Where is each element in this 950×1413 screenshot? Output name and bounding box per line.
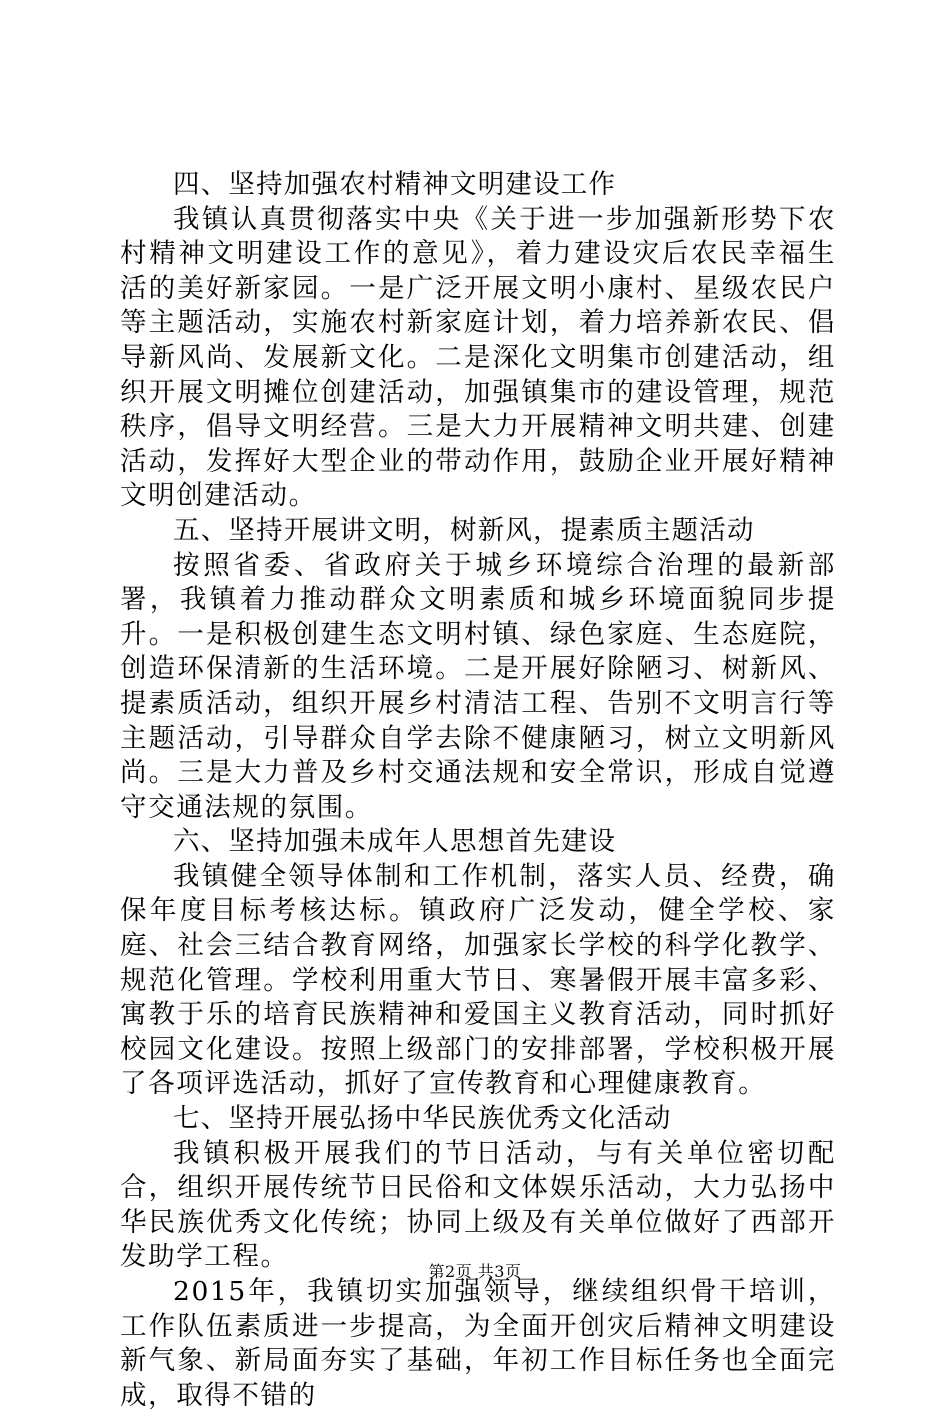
section-heading-6: 六、坚持加强未成年人思想首先建设 — [173, 826, 617, 858]
page-number-footer: 第2页 共3页 — [428, 1262, 522, 1281]
section-paragraph-7: 我镇积极开展我们的节日活动，与有关单位密切配合，组织开展传统节日民俗和文体娱乐活动，大力弘扬中华民族优秀文化传统；协同上级及有关单位做好了西部开发助学工程。 — [120, 1137, 836, 1273]
section-heading-4: 四、坚持加强农村精神文明建设工作 — [173, 169, 617, 200]
closing-paragraph: 2015年，我镇切实加强领导，继续组织骨干培训，工作队伍素质进一步提高，为全面开创灾后精神文明建设新气象、新局面夯实了基础，年初工作目标任务也全面完成，取得不错的 — [120, 1276, 836, 1411]
document-body — [120, 168, 836, 1413]
section-paragraph-6: 我镇健全领导体制和工作机制，落实人员、经费，确保年度目标考核达标。镇政府广泛发动，健全学校、家庭、社会三结合教育网络，加强家长学校的科学化教学、规范化管理。学校利用重大节日、寒暑假开展丰富多彩、寓教于乐的培育民族精神和爱国主义教育活动，同时抓好校园文化建设。按照上级部门的安排部署，学校积极开展了各项评选活动，抓好了宣传教育和心理健康教育。 — [120, 860, 836, 1100]
section-paragraph-5: 按照省委、省政府关于城乡环境综合治理的最新部署，我镇着力推动群众文明素质和城乡环境面貌同步提升。一是积极创建生态文明村镇、绿色家庭、生态庭院，创造环保清新的生活环境。二是开展好除陋习、树新风、提素质活动，组织开展乡村清洁工程、告别不文明言行等主题活动，引导群众自学去除不健康陋习，树立文明新风尚。三是大力普及乡村交通法规和安全常识，形成自觉遵守交通法规的氛围。 — [120, 549, 836, 823]
section-heading-5: 五、坚持开展讲文明，树新风，提素质主题活动 — [173, 514, 755, 546]
section-paragraph-4: 我镇认真贯彻落实中央《关于进一步加强新形势下农村精神文明建设工作的意见》，着力建设灾后农民幸福生活的美好新家园。一是广泛开展文明小康村、星级农民户等主题活动，实施农村新家庭计划，着力培养新农民、倡导新风尚、发展新文化。二是深化文明集市创建活动，组织开展文明摊位创建活动，加强镇集市的建设管理，规范秩序，倡导文明经营。三是大力开展精神文明共建、创建活动，发挥好大型企业的带动作用，鼓励企业开展好精神文明创建活动。 — [120, 203, 836, 512]
section-heading-7: 七、坚持开展弘扬中华民族优秀文化活动 — [173, 1103, 672, 1135]
